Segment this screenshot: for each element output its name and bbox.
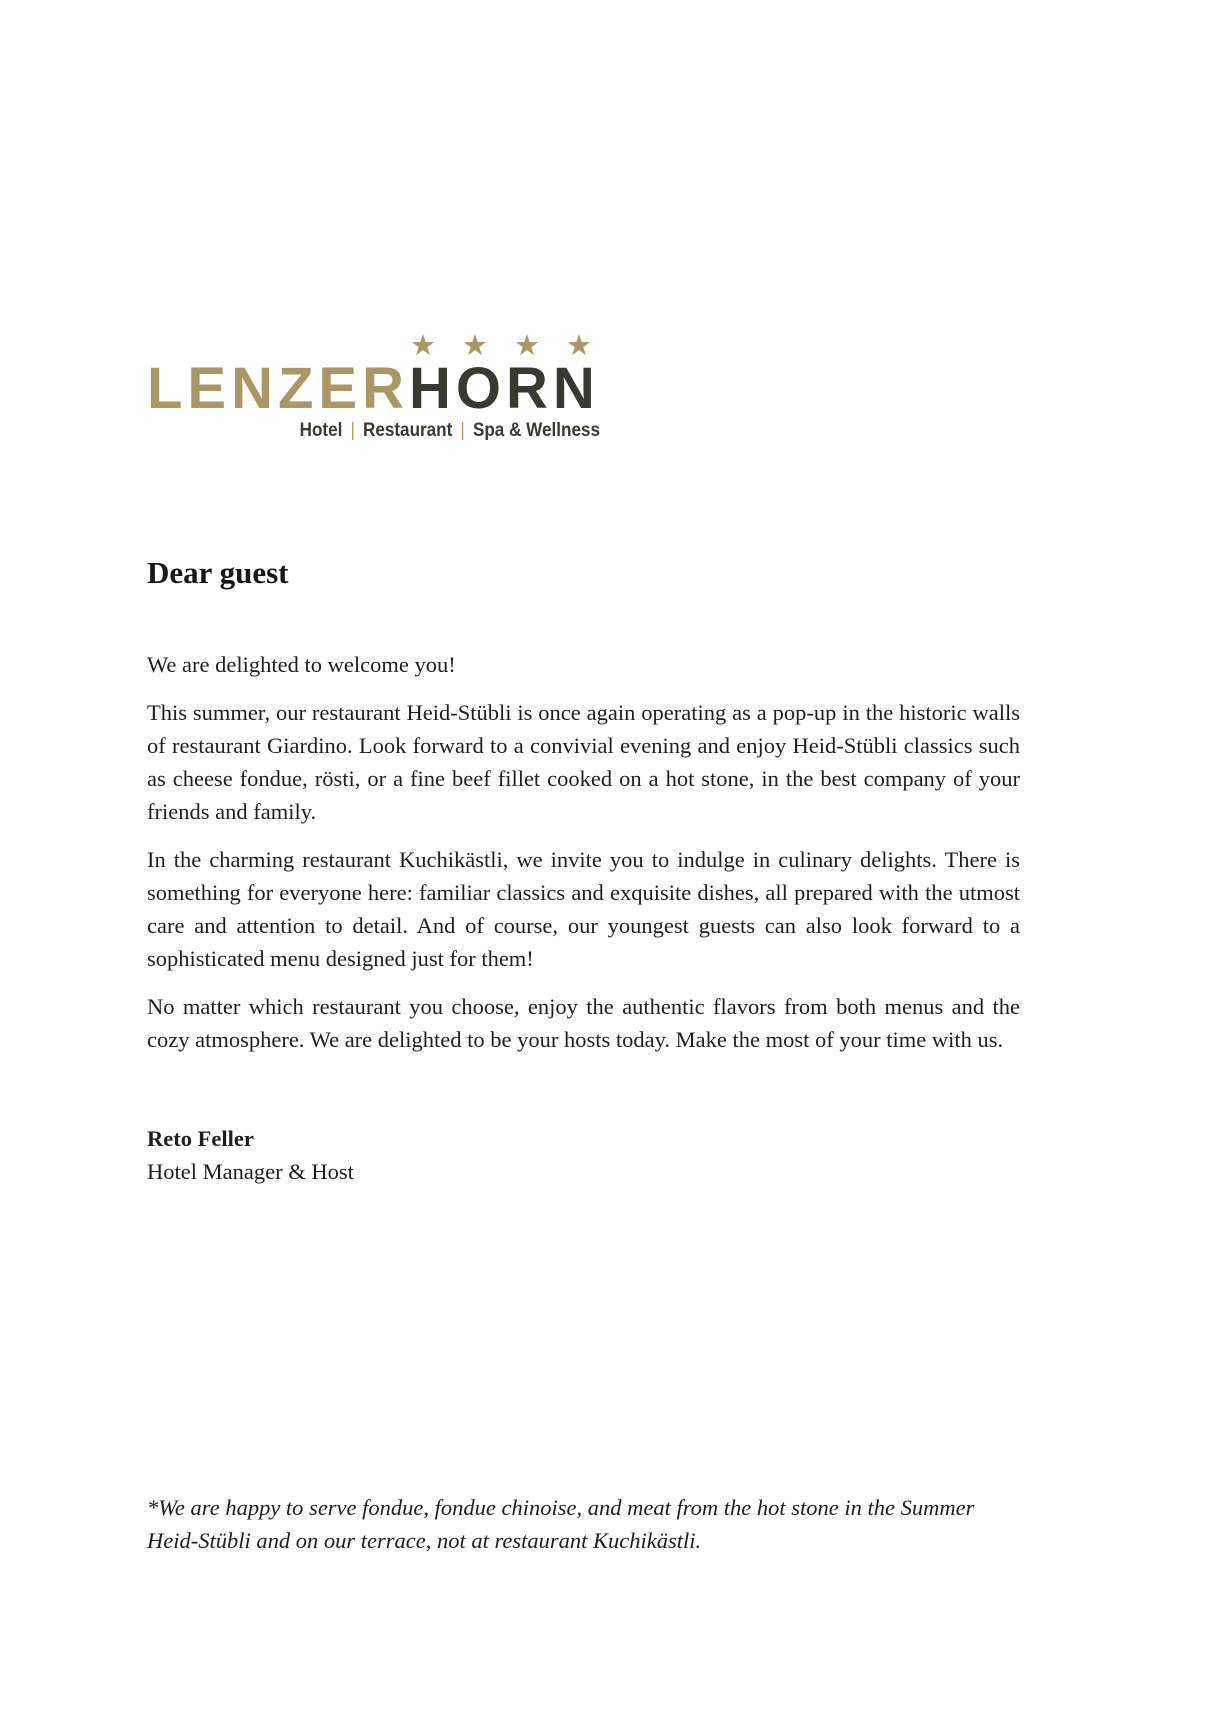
tagline-item-hotel: Hotel	[299, 420, 343, 441]
letter-content	[147, 0, 1020, 1557]
star-icon: ★	[410, 328, 436, 362]
tagline-item-spa-wellness: Spa & Wellness	[472, 420, 600, 441]
star-icon: ★	[514, 328, 540, 362]
footnote: *We are happy to serve fondue, fondue chinoise, and meat from the hot stone in the Summer Heid-Stübli and on our terrace, not at restaurant Kuchikästli.	[147, 1495, 975, 1553]
letter-paragraph-closing: No matter which restaurant you choose, enjoy the authentic flavors from both menus and the cozy atmosphere. We are delighted to be your hosts today. Make the most of your time with us.	[147, 994, 1020, 1052]
letter-paragraph-kuchikaestli: In the charming restaurant Kuchikästli, we invite you to indulge in culinary delights. There is something for everyone here: familiar classics and exquisite dishes, all prepared with the utmost care and attention to detail. And of course, our youngest guests can also look forward to a sophisticated menu designed just for them!	[147, 847, 1020, 971]
tagline-item-restaurant: Restaurant	[362, 420, 453, 441]
tagline-separator: |	[460, 420, 465, 441]
letter-paragraph-heid-stuebli: This summer, our restaurant Heid-Stübli is once again operating as a pop-up in the historic walls of restaurant Giardino. Look forward to a convivial evening and enjoy Heid-Stübli classics such as cheese fondue, rösti, or a fine beef fillet cooked on a hot stone, in the best company of your friends and family.	[147, 700, 1020, 824]
star-icon: ★	[462, 328, 488, 362]
logo-text-primary: LENZER	[147, 356, 409, 421]
signature-block	[147, 1122, 1020, 1188]
star-icon: ★	[566, 328, 592, 362]
logo-text-secondary: HORN	[409, 356, 600, 421]
tagline-separator: |	[350, 420, 355, 441]
signature-role: Hotel Manager & Host	[147, 1159, 354, 1184]
signature-name: Reto Feller	[147, 1126, 254, 1151]
letter-paragraph-welcome: We are delighted to welcome you!	[147, 652, 456, 677]
letter-heading: Dear guest	[147, 555, 289, 590]
